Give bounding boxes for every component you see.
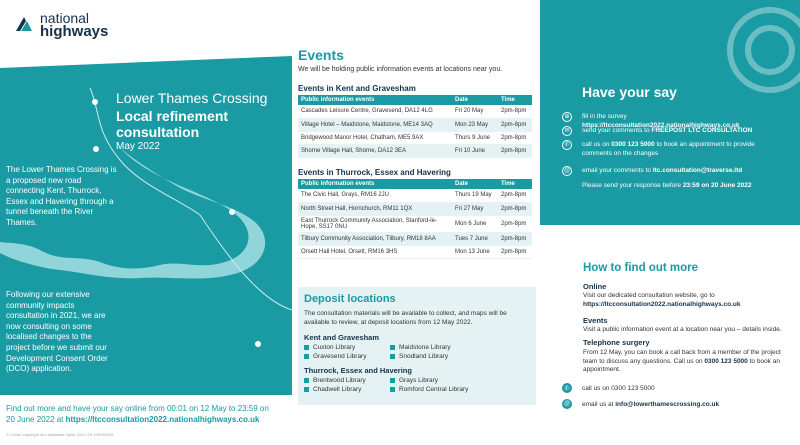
right-panel xyxy=(540,0,800,445)
survey-row: ⊕ fill in the survey https://ltcconsultation2022.nationalhighways.co.uk xyxy=(562,112,782,130)
bullet-icon xyxy=(390,378,395,383)
list-item: Grays Library xyxy=(390,377,510,384)
document-date: May 2022 xyxy=(116,141,160,152)
telephone-heading: Telephone surgery xyxy=(583,338,650,347)
thurrock-library-list xyxy=(304,377,530,393)
events-text: Visit a public information event at a location near you – details inside. xyxy=(583,326,782,333)
kent-library-list xyxy=(304,344,530,360)
find-text: Find out more and have your say online from 00:01 on 12 May to 23:59 on 20 June 2022 at xyxy=(6,404,269,424)
list-item: Romford Central Library xyxy=(390,386,510,393)
deposit-thurrock-title: Thurrock, Essex and Havering xyxy=(304,366,412,375)
deposit-locations-box xyxy=(298,287,536,405)
deposit-text: The consultation materials will be available to collect, and maps will be available to review, at deposit locations from 12 May 2022. xyxy=(304,310,507,326)
kent-events-title: Events in Kent and Gravesham xyxy=(298,84,416,93)
intro-text: The Lower Thames Crossing is a proposed new road connecting Kent, Thurrock, Essex and Havering through a tunnel beneath the River Thames. xyxy=(6,165,117,227)
table-row: The Civic Hall, Grays, RM16 2JU Thurs 19 May 2pm-8pm xyxy=(298,189,532,202)
phone-icon: ✆ xyxy=(562,140,572,150)
bullet-icon xyxy=(304,354,309,359)
list-item: Gravesend Library xyxy=(304,353,390,360)
copyright: © Crown copyright and database rights 2021 OS 100030649 xyxy=(6,432,114,437)
events-heading: Events xyxy=(298,47,344,63)
have-your-say-box xyxy=(540,0,800,225)
deposit-kent-title: Kent and Gravesham xyxy=(304,333,380,342)
how-heading: How to find out more xyxy=(583,262,698,274)
logo-line1: national xyxy=(40,10,90,26)
col-header: Date xyxy=(452,179,498,189)
kent-events-table xyxy=(298,95,532,158)
list-item: Brentwood Library xyxy=(304,377,390,384)
post-row: ✉ send your comments to FREEPOST LTC CONSULTATION xyxy=(562,126,782,136)
telephone-text: From 12 May, you can book a call back from a member of the project team to discuss any questions. Call us on 0300 123 5000 to book an appointment. xyxy=(583,349,781,373)
events-intro: We will be holding public information events at locations near you. xyxy=(298,66,503,73)
phone-row: ✆ call us on 0300 123 5000 to book an appointment to provide comments on the changes xyxy=(562,140,782,158)
email-icon: @ xyxy=(563,401,571,407)
col-header: Time xyxy=(498,179,532,189)
document-subtitle: Local refinement consultation xyxy=(116,108,229,140)
table-row: East Thurrock Community Association, Stanford-le-Hope, SS17 0NU Mon 6 June 2pm-8pm xyxy=(298,215,532,232)
document-title: Lower Thames Crossing xyxy=(116,90,268,106)
col-header: Date xyxy=(452,95,498,105)
list-item: Snodland Library xyxy=(390,353,510,360)
events-panel xyxy=(292,0,540,445)
bullet-icon xyxy=(390,387,395,392)
email-icon: @ xyxy=(562,166,572,176)
find-url-link[interactable]: https://ltcconsultation2022.nationalhighways.co.uk xyxy=(65,415,260,424)
online-text: Visit our dedicated consultation website, go to https://ltcconsultation2022.nationalhighways.co.uk xyxy=(583,292,741,308)
col-header: Public information events xyxy=(298,179,452,189)
list-item: Cuxton Library xyxy=(304,344,390,351)
decorative-ring-icon xyxy=(700,0,800,120)
email-us-row: @ email us at info@lowerthamescrossing.co.uk xyxy=(563,400,720,408)
thurrock-events-title: Events in Thurrock, Essex and Havering xyxy=(298,168,451,177)
list-item: Chadwell Library xyxy=(304,386,390,393)
following-text: Following our extensive community impacts consultation in 2021, we are now consulting on some localised changes to the project before we submit our Development Consent Order (DCO) application. xyxy=(6,290,108,374)
have-your-say-heading: Have your say xyxy=(582,84,677,100)
col-header: Time xyxy=(498,95,532,105)
consultation-email-link[interactable]: ltc.consultation@traverse.ltd xyxy=(652,167,743,174)
national-highways-logo xyxy=(14,12,108,38)
deposit-heading: Deposit locations xyxy=(304,293,396,305)
col-header: Public information events xyxy=(298,95,452,105)
survey-link[interactable]: https://ltcconsultation2022.nationalhighways.co.uk xyxy=(582,122,740,129)
bullet-icon xyxy=(304,345,309,350)
mail-icon: ✉ xyxy=(562,126,572,136)
call-row: ✆ call us on 0300 123 5000 xyxy=(562,383,655,393)
logo-line2: highways xyxy=(40,23,109,40)
table-row: Tilbury Community Association, Tilbury, RM18 8AA Tues 7 June 2pm-8pm xyxy=(298,232,532,245)
find-out-more-text xyxy=(6,403,276,425)
info-email-link[interactable]: info@lowerthamescrossing.co.uk xyxy=(615,400,720,408)
logo-icon xyxy=(14,15,34,35)
left-panel xyxy=(0,0,292,445)
thurrock-events-table xyxy=(298,179,532,259)
online-heading: Online xyxy=(583,282,607,291)
bullet-icon xyxy=(390,354,395,359)
email-row: @ email your comments to ltc.consultation@traverse.ltd xyxy=(563,167,743,174)
table-row: Village Hotel – Maidstone, Maidstone, ME14 3AQ Mon 23 May 2pm-8pm xyxy=(298,118,532,131)
events-heading-right: Events xyxy=(583,316,608,325)
list-item: Maidstone Library xyxy=(390,344,510,351)
deadline-text: Please send your response before 23:59 on 20 June 2022 xyxy=(582,182,752,189)
online-link[interactable]: https://ltcconsultation2022.nationalhighways.co.uk xyxy=(583,300,741,308)
table-row: Shorne Village Hall, Shorne, DA12 3EA Fri 10 June 2pm-8pm xyxy=(298,144,532,157)
bullet-icon xyxy=(304,387,309,392)
bullet-icon xyxy=(304,378,309,383)
web-icon: ⊕ xyxy=(562,112,572,122)
table-row: North Street Hall, Hornchurch, RM11 1QX Fri 27 May 2pm-8pm xyxy=(298,202,532,215)
table-row: Cascades Leisure Centre, Gravesend, DA12 4LG Fri 20 May 2pm-8pm xyxy=(298,105,532,118)
bullet-icon xyxy=(390,345,395,350)
table-row: Orsett Hall Hotel, Orsett, RM16 3HS Mon 13 June 2pm-8pm xyxy=(298,245,532,258)
table-row: Bridgewood Manor Hotel, Chatham, ME5 9AX Thurs 9 June 2pm-8pm xyxy=(298,131,532,144)
phone-icon: ✆ xyxy=(562,383,572,393)
